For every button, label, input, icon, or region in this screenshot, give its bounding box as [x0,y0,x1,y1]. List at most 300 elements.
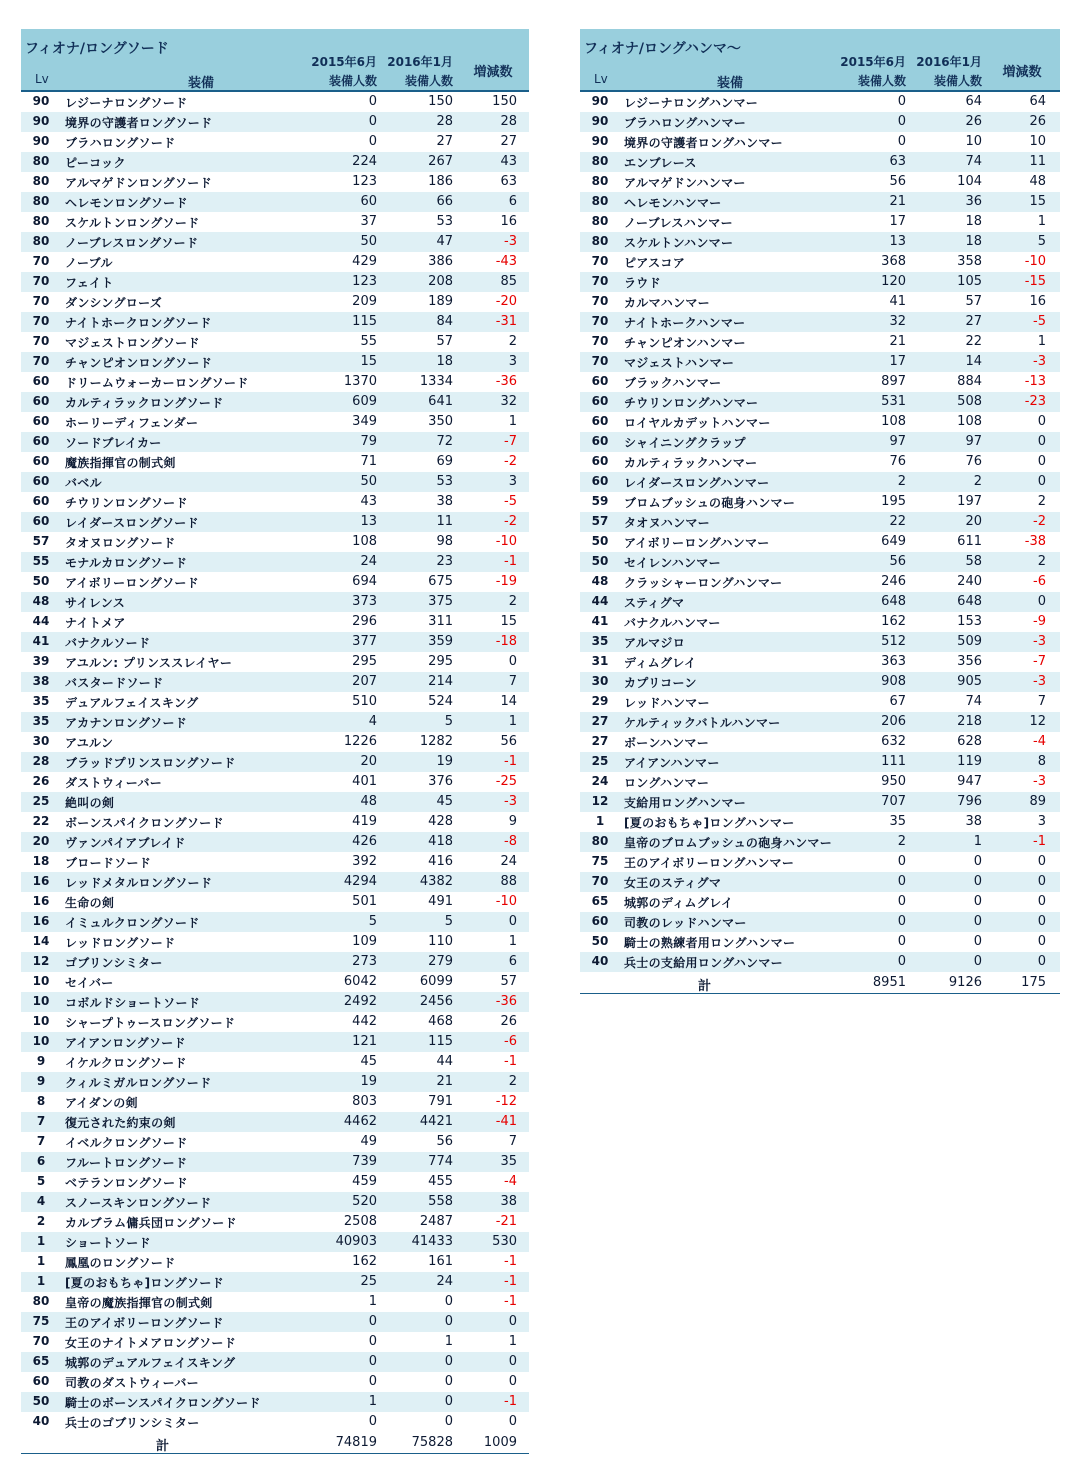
level-cell: 60 [32,394,50,408]
count-2016-cell: 350 [428,414,453,429]
item-name-cell: タオヌハンマー [624,516,710,530]
diff-cell: 150 [492,94,517,109]
item-name-cell: ヴァンパイアブレイド [65,836,186,850]
item-name-cell: 女王のスティグマ [624,876,722,890]
count-2015-cell: 739 [352,1154,377,1169]
level-cell: 60 [32,414,50,428]
count-2015-cell: 4 [368,714,377,729]
table-header [580,29,1060,92]
count-2015-cell: 123 [352,174,377,189]
level-cell: 48 [32,594,50,608]
item-name-cell: レジーナロングソード [65,96,188,110]
diff-cell: 89 [1029,794,1046,809]
count-2015-cell: 20 [360,754,377,769]
table-row [21,312,529,332]
level-cell: 70 [591,354,609,368]
diff-cell: 35 [500,1154,517,1169]
item-name-cell: アイボリーロングソード [65,576,199,590]
table-row [580,892,1060,912]
item-name-cell: レイダースロングソード [65,516,199,530]
diff-cell: -6 [504,1034,517,1049]
count-2016-cell: 44 [436,1054,453,1069]
count-2016-cell: 38 [965,814,982,829]
count-2016-cell: 115 [428,1034,453,1049]
table-row [580,732,1060,752]
count-2015-cell: 45 [360,1054,377,1069]
level-cell: 10 [32,1014,50,1028]
count-2016-cell: 150 [428,94,453,109]
level-cell: 31 [591,654,609,668]
count-2015-cell: 35 [889,814,906,829]
item-name-cell: ダストウィーバー [65,776,163,790]
level-cell: 44 [32,614,50,628]
diff-cell: 0 [1037,894,1046,909]
count-2015-cell: 13 [360,514,377,529]
count-2016-cell: 359 [428,634,453,649]
table-row [21,832,529,852]
level-cell: 38 [32,674,50,688]
count-2015-cell: 649 [881,534,906,549]
count-2016-cell: 0 [444,1374,453,1389]
table-row [21,552,529,572]
count-2015-cell: 295 [352,654,377,669]
diff-cell: -3 [1033,634,1046,649]
item-name-cell: 騎士のボーンスパイクロングソード [65,1396,261,1410]
count-2015-cell: 40903 [335,1234,377,1249]
count-2015-cell: 349 [352,414,377,429]
level-cell: 90 [32,134,50,148]
item-name-cell: チウリンロングハンマー [624,396,759,410]
item-name-cell: アイダンの剣 [65,1096,138,1110]
table-row [580,452,1060,472]
count-2015-cell: 0 [897,894,906,909]
count-2016-cell: 74 [965,694,982,709]
count-2016-cell: 455 [428,1174,453,1189]
level-cell: 10 [32,974,50,988]
table-row [580,872,1060,892]
count-2016-cell: 69 [436,454,453,469]
table-row [21,672,529,692]
diff-cell: -1 [504,1254,517,1269]
count-2016-cell: 153 [957,614,982,629]
table-row [21,212,529,232]
diff-cell: 27 [500,134,517,149]
table-row [21,652,529,672]
level-cell: 5 [36,1174,46,1188]
diff-cell: -3 [1033,774,1046,789]
level-cell: 80 [32,154,50,168]
item-name-cell: スティグマ [624,596,685,610]
item-name-cell: [夏のおもちゃ]ロングソード [65,1276,224,1290]
level-cell: 18 [32,854,50,868]
item-name-cell: ブラックハンマー [624,376,722,390]
count-2015-cell: 19 [360,1074,377,1089]
diff-cell: 2 [508,334,517,349]
count-2015-cell: 109 [352,934,377,949]
item-name-cell: レジーナロングハンマー [624,96,759,110]
count-2015-cell: 429 [352,254,377,269]
level-cell: 70 [591,254,609,268]
diff-cell: 5 [1037,234,1046,249]
count-2016-cell: 36 [965,194,982,209]
count-2015-cell: 48 [360,794,377,809]
count-2015-cell: 108 [352,534,377,549]
count-2016-cell: 64 [965,94,982,109]
count-2016-cell: 358 [957,254,982,269]
diff-cell: 26 [1029,114,1046,129]
table-row [21,432,529,452]
count-2016-cell: 38 [436,494,453,509]
table-row [21,252,529,272]
count-2016-cell: 24 [436,1274,453,1289]
diff-cell: 0 [508,1414,517,1429]
count-2016-cell: 208 [428,274,453,289]
table-body [580,92,1060,972]
count-2016-cell: 10 [965,134,982,149]
level-cell: 60 [32,474,50,488]
level-cell: 70 [591,274,609,288]
col-2015: 2015年6月 装備人数 [311,55,377,88]
level-cell: 14 [32,934,50,948]
count-2016-cell: 214 [428,674,453,689]
level-cell: 9 [36,1074,46,1088]
count-2016-cell: 161 [428,1254,453,1269]
count-2015-cell: 803 [352,1094,377,1109]
item-name-cell: 城郭のデュアルフェイスキング [65,1356,236,1370]
level-cell: 70 [591,314,609,328]
count-2016-cell: 416 [428,854,453,869]
col-lv: Lv [594,72,608,86]
count-2015-cell: 115 [352,314,377,329]
item-name-cell: ナイトホークハンマー [624,316,746,330]
diff-cell: 7 [1037,694,1046,709]
table-row [580,692,1060,712]
count-2015-cell: 0 [897,114,906,129]
item-name-cell: レッドハンマー [624,696,710,710]
count-2015-cell: 0 [897,94,906,109]
diff-cell: 3 [508,354,517,369]
count-2015-cell: 43 [360,494,377,509]
count-2015-cell: 648 [881,594,906,609]
item-name-cell: 復元された約束の剣 [65,1116,176,1130]
table-row [580,352,1060,372]
count-2016-cell: 26 [965,114,982,129]
table-row [580,672,1060,692]
diff-cell: 56 [500,734,517,749]
diff-cell: 6 [508,954,517,969]
diff-cell: 0 [508,1354,517,1369]
count-2016-cell: 56 [436,1134,453,1149]
count-2016-cell: 509 [957,634,982,649]
table-row [580,112,1060,132]
count-2015-cell: 71 [360,454,377,469]
level-cell: 65 [32,1354,50,1368]
level-cell: 1 [36,1254,46,1268]
diff-cell: 88 [500,874,517,889]
item-name-cell: 王のアイボリーロングソード [65,1316,224,1330]
table-row [21,172,529,192]
diff-cell: -1 [504,1054,517,1069]
count-2015-cell: 246 [881,574,906,589]
item-name-cell: ノーブル [65,256,113,270]
diff-cell: -3 [504,794,517,809]
table-row [21,192,529,212]
table-row [21,1112,529,1132]
diff-cell: 6 [508,194,517,209]
count-2016-cell: 197 [957,494,982,509]
level-cell: 16 [32,894,50,908]
table-row [580,492,1060,512]
table-row [580,652,1060,672]
level-cell: 44 [591,594,609,608]
count-2015-cell: 32 [889,314,906,329]
table-row [21,852,529,872]
table-row [21,912,529,932]
count-2015-cell: 0 [368,134,377,149]
diff-cell: -36 [495,374,517,389]
item-name-cell: 鳳凰のロングソード [65,1256,176,1270]
count-2016-cell: 508 [957,394,982,409]
count-2015-cell: 15 [360,354,377,369]
level-cell: 48 [591,574,609,588]
count-2016-cell: 0 [973,914,982,929]
item-name-cell: レッドメタルロングソード [65,876,213,890]
level-cell: 20 [32,834,50,848]
level-cell: 90 [591,114,609,128]
count-2015-cell: 79 [360,434,377,449]
level-cell: 1 [36,1234,46,1248]
table-row [580,552,1060,572]
item-name-cell: アユルン: プリンススレイヤー [65,656,233,670]
item-name-cell: ヘレモンロングソード [65,196,188,210]
count-2015-cell: 206 [881,714,906,729]
level-cell: 70 [591,294,609,308]
level-cell: 40 [32,1414,50,1428]
item-name-cell: 魔族指揮官の制式剣 [65,456,176,470]
diff-cell: 0 [1037,414,1046,429]
level-cell: 39 [32,654,50,668]
table-row [21,1332,529,1352]
count-2016-cell: 6099 [419,974,453,989]
level-cell: 59 [591,494,609,508]
col-diff: 増減数 [473,65,513,80]
level-cell: 35 [591,634,609,648]
item-name-cell: 兵士の支給用ロングハンマー [624,956,783,970]
item-name-cell: フェイト [65,276,114,290]
table-row [21,952,529,972]
count-2016-cell: 186 [428,174,453,189]
count-2015-cell: 21 [889,194,906,209]
level-cell: 10 [32,994,50,1008]
level-cell: 50 [591,534,609,548]
level-cell: 50 [591,554,609,568]
count-2015-cell: 50 [360,474,377,489]
level-cell: 80 [32,214,50,228]
diff-cell: 0 [1037,914,1046,929]
level-cell: 50 [591,934,609,948]
count-2015-cell: 459 [352,1174,377,1189]
diff-cell: -4 [1033,734,1046,749]
diff-cell: 0 [508,1374,517,1389]
count-2015-cell: 56 [889,554,906,569]
count-2015-cell: 392 [352,854,377,869]
table-row [580,932,1060,952]
item-name-cell: 司教のダストウィーバー [65,1376,199,1390]
table-row [21,892,529,912]
diff-cell: 1 [508,1334,517,1349]
level-cell: 60 [591,914,609,928]
level-cell: 40 [591,954,609,968]
diff-cell: 2 [508,1074,517,1089]
level-cell: 50 [32,574,50,588]
table-title: フィオナ/ロングソード [25,41,169,57]
diff-cell: 16 [500,214,517,229]
count-2015-cell: 373 [352,594,377,609]
diff-cell: -1 [504,754,517,769]
table-row [21,392,529,412]
count-2016-cell: 110 [428,934,453,949]
item-name-cell: ケルティックバトルハンマー [624,716,781,730]
table-row [21,1172,529,1192]
count-2015-cell: 207 [352,674,377,689]
table-row [580,332,1060,352]
count-2016-cell: 11 [436,514,453,529]
table-row [21,1012,529,1032]
item-name-cell: フルートロングソード [65,1156,188,1170]
table-row [21,1252,529,1272]
table-row [580,772,1060,792]
count-2016-cell: 884 [957,374,982,389]
count-2016-cell: 84 [436,314,453,329]
count-2016-cell: 375 [428,594,453,609]
count-2016-cell: 27 [436,134,453,149]
table-row [21,1052,529,1072]
count-2015-cell: 195 [881,494,906,509]
item-name-cell: ショートソード [65,1236,151,1250]
table-row [580,712,1060,732]
count-2016-cell: 76 [965,454,982,469]
count-2015-cell: 76 [889,454,906,469]
count-2016-cell: 18 [965,234,982,249]
table-row [21,512,529,532]
level-cell: 27 [591,714,609,728]
diff-cell: -12 [495,1094,517,1109]
diff-cell: 0 [1037,954,1046,969]
count-2016-cell: 66 [436,194,453,209]
count-2016-cell: 98 [436,534,453,549]
table-row [580,152,1060,172]
item-name-cell: 皇帝の魔族指揮官の制式剣 [65,1296,213,1310]
level-cell: 57 [591,514,609,528]
diff-cell: -38 [1024,534,1046,549]
count-2015-cell: 363 [881,654,906,669]
table-row [580,272,1060,292]
item-name-cell: [夏のおもちゃ]ロングハンマー [624,816,795,830]
table-row [580,832,1060,852]
count-2015-cell: 520 [352,1194,377,1209]
diff-cell: 15 [500,614,517,629]
col-2016: 2016年1月 装備人数 [387,55,453,88]
item-name-cell: チウリンロングソード [65,496,188,510]
count-2016-cell: 105 [957,274,982,289]
item-name-cell: ノーブレスハンマー [624,216,733,230]
level-cell: 60 [591,374,609,388]
col-2015: 2015年6月 装備人数 [840,55,906,88]
count-2015-cell: 1370 [343,374,377,389]
count-2015-cell: 41 [889,294,906,309]
level-cell: 26 [32,774,50,788]
table-row [580,792,1060,812]
count-2016-cell: 1282 [419,734,453,749]
level-cell: 80 [591,194,609,208]
count-2016-cell: 22 [965,334,982,349]
table-row [580,412,1060,432]
level-cell: 30 [32,734,50,748]
table-row [21,152,529,172]
count-2015-cell: 510 [352,694,377,709]
table-row [21,1412,529,1432]
count-2016-cell: 0 [973,854,982,869]
diff-cell: -18 [495,634,517,649]
level-cell: 24 [591,774,609,788]
item-name-cell: ナイトホークロングソード [65,316,212,330]
level-cell: 16 [32,874,50,888]
count-2015-cell: 13 [889,234,906,249]
item-name-cell: ボーンスパイクロングソード [65,816,224,830]
count-2015-cell: 1226 [343,734,377,749]
count-2016-cell: 0 [444,1354,453,1369]
item-name-cell: バスタードソード [65,676,164,690]
count-2016-cell: 57 [436,334,453,349]
table-row [580,212,1060,232]
item-name-cell: アイボリーロングハンマー [624,536,770,550]
count-2015-cell: 63 [889,154,906,169]
item-name-cell: 絶叫の剣 [65,796,115,810]
diff-cell: -1 [504,1394,517,1409]
level-cell: 70 [591,334,609,348]
level-cell: 25 [32,794,50,808]
diff-cell: 2 [508,594,517,609]
level-cell: 29 [591,694,609,708]
table-row [21,292,529,312]
count-2015-cell: 0 [368,1334,377,1349]
count-2016-cell: 0 [973,954,982,969]
table-row [21,1152,529,1172]
count-2015-cell: 123 [352,274,377,289]
table-row [21,1032,529,1052]
table-row [580,392,1060,412]
item-name-cell: ソードブレイカー [65,436,162,450]
table-row [21,1392,529,1412]
diff-cell: -3 [1033,354,1046,369]
table-row [580,432,1060,452]
count-2016-cell: 0 [444,1414,453,1429]
table-row [21,412,529,432]
item-name-cell: レッドロングソード [65,936,176,950]
count-2016-cell: 57 [965,294,982,309]
count-2016-cell: 279 [428,954,453,969]
item-name-cell: セイバー [65,976,114,990]
diff-cell: 2 [1037,554,1046,569]
count-2015-cell: 162 [881,614,906,629]
count-2016-cell: 104 [957,174,982,189]
item-name-cell: シャイニングクラップ [624,436,746,450]
level-cell: 4 [36,1194,46,1208]
table-row [21,712,529,732]
diff-cell: -2 [504,454,517,469]
count-2016-cell: 428 [428,814,453,829]
item-name-cell: チャンピオンロングソード [65,356,213,370]
